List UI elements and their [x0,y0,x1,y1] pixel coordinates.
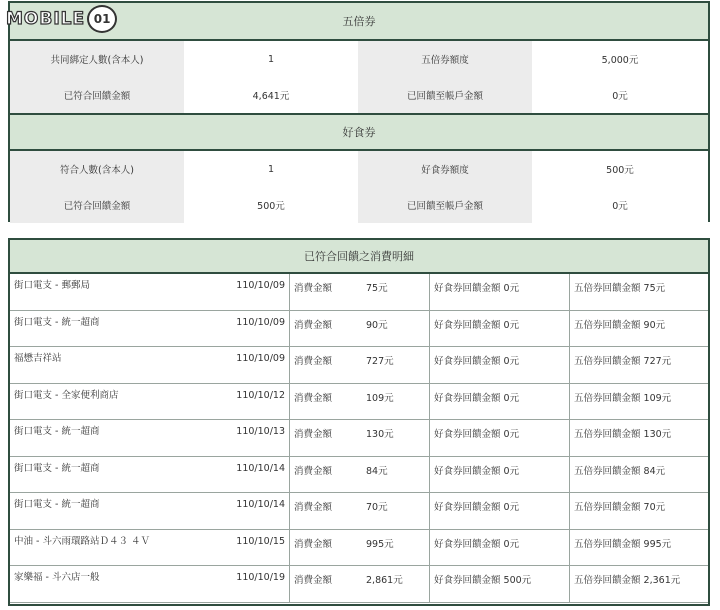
food-rebate-amount: 0元 [503,392,520,404]
five-rebate-label: 五倍券回饋金額 [574,465,641,477]
five-rebate-text [574,317,665,331]
spend-amount: 90元 [366,319,388,331]
food-rebate-cell [430,493,570,530]
merchant-cell [10,457,290,494]
label-five-qualified: 已符合回饋金額 [10,77,184,113]
five-rebate-cell [570,347,708,384]
label-food-qualified: 已符合回饋金額 [10,187,184,223]
transaction-date: 110/10/09 [236,353,285,364]
value-bound-persons: 1 [184,41,358,77]
merchant-name: 中油 - 斗六雨環路站Ｄ４３ ４Ｖ [14,535,150,547]
food-rebate-label: 好食券回饋金額 [434,356,501,367]
five-rebate-label: 五倍券回饋金額 [574,283,641,294]
detail-row [10,311,708,348]
value-food-credited: 0元 [532,187,708,223]
value-food-quota: 500元 [532,151,708,187]
food-voucher-title: 好食券 [342,126,376,139]
merchant-cell [10,384,290,421]
food-rebate-amount: 0元 [503,283,520,294]
five-rebate-label: 五倍券回饋金額 [574,429,641,440]
merchant-name: 街口電支 - 統一超商 [14,462,100,474]
food-rebate-text [434,536,519,550]
food-rebate-text [434,353,519,367]
food-rebate-amount: 0元 [503,502,520,513]
spend-amount: 75元 [366,283,388,294]
transaction-date: 110/10/14 [236,499,285,510]
details-panel [8,238,710,606]
detail-row [10,347,708,384]
five-rebate-cell [570,530,708,567]
five-rebate-amount: 90元 [643,319,666,331]
five-rebate-label: 五倍券回饋金額 [574,538,641,550]
spend-cell [290,274,430,311]
food-rebate-amount: 0元 [503,319,520,331]
food-rebate-label: 好食券回饋金額 [434,502,501,513]
details-header [10,240,708,274]
details-title: 已符合回饋之消費明細 [304,250,414,263]
spend-cell [290,457,430,494]
five-rebate-text [574,426,671,440]
transaction-date: 110/10/13 [236,426,285,437]
merchant-cell [10,347,290,384]
five-rebate-cell [570,274,708,311]
food-rebate-text [434,317,519,331]
value-five-credited: 0元 [532,77,708,113]
food-rebate-label: 好食券回饋金額 [434,538,501,550]
merchant-name: 家樂福 - 斗六店一般 [14,572,100,583]
detail-row [10,457,708,494]
food-rebate-label: 好食券回饋金額 [434,283,501,294]
food-voucher-row-2 [10,187,708,223]
food-rebate-cell [430,566,570,603]
five-rebate-cell [570,384,708,421]
five-rebate-cell [570,311,708,348]
five-voucher-row-1 [10,41,708,77]
transaction-date: 110/10/09 [236,316,285,328]
food-rebate-label: 好食券回饋金額 [434,575,501,586]
food-rebate-amount: 0元 [503,356,520,367]
spend-label: 消費金額 [294,429,333,440]
transaction-date: 110/10/19 [236,572,285,583]
five-rebate-text [574,536,671,550]
food-rebate-text [434,572,531,586]
spend-cell [290,311,430,348]
merchant-name: 街口電支 - 統一超商 [14,426,100,437]
label-food-credited: 已回饋至帳戶金額 [358,187,532,223]
label-five-credited: 已回饋至帳戶金額 [358,77,532,113]
label-food-persons: 符合人數(含本人) [10,151,184,187]
food-rebate-cell [430,457,570,494]
five-rebate-text [574,572,680,586]
spend-amount: 2,861元 [366,575,403,586]
transaction-date: 110/10/09 [236,280,285,291]
food-rebate-text [434,390,519,404]
spend-label: 消費金額 [294,575,333,586]
voucher-summary-panel [8,1,710,222]
spend-amount: 109元 [366,392,394,404]
spend-label: 消費金額 [294,502,333,513]
logo-badge: 01 [87,5,117,33]
merchant-cell [10,274,290,311]
spend-amount: 70元 [366,502,388,513]
five-rebate-amount: 995元 [643,538,672,550]
spend-cell [290,420,430,457]
five-rebate-text [574,280,665,294]
label-bound-persons: 共同綁定人數(含本人) [10,41,184,77]
food-rebate-cell [430,274,570,311]
spend-label: 消費金額 [294,392,333,404]
detail-row [10,493,708,530]
food-rebate-label: 好食券回饋金額 [434,319,501,331]
spend-cell [290,347,430,384]
five-rebate-amount: 84元 [643,465,666,477]
spend-label: 消費金額 [294,319,333,331]
detail-row [10,420,708,457]
five-rebate-label: 五倍券回饋金額 [574,392,641,404]
food-rebate-text [434,426,519,440]
five-rebate-text [574,499,665,513]
food-rebate-text [434,280,519,294]
merchant-cell [10,566,290,603]
five-rebate-amount: 727元 [643,356,672,367]
food-rebate-text [434,463,519,477]
five-rebate-label: 五倍券回饋金額 [574,319,641,331]
five-rebate-label: 五倍券回饋金額 [574,575,641,586]
food-rebate-amount: 0元 [503,465,520,477]
label-food-quota: 好食券額度 [358,151,532,187]
food-voucher-header [10,113,708,151]
five-rebate-cell [570,493,708,530]
spend-amount: 84元 [366,465,388,477]
food-rebate-text [434,499,519,513]
food-rebate-label: 好食券回饋金額 [434,465,501,477]
food-rebate-cell [430,384,570,421]
merchant-cell [10,530,290,567]
merchant-cell [10,311,290,348]
food-rebate-cell [430,530,570,567]
five-rebate-text [574,353,671,367]
spend-cell [290,384,430,421]
five-rebate-label: 五倍券回饋金額 [574,502,641,513]
five-rebate-amount: 70元 [643,502,666,513]
value-food-persons: 1 [184,151,358,187]
transaction-date: 110/10/15 [236,535,285,547]
food-rebate-cell [430,420,570,457]
merchant-name: 街口電支 - 統一超商 [14,499,100,510]
logo-text: MOBILE [6,9,86,29]
food-rebate-amount: 0元 [503,538,520,550]
detail-row [10,274,708,311]
label-five-quota: 五倍券額度 [358,41,532,77]
merchant-cell [10,420,290,457]
transaction-date: 110/10/12 [236,389,285,401]
five-rebate-text [574,390,671,404]
spend-amount: 727元 [366,356,394,367]
spend-label: 消費金額 [294,356,333,367]
transaction-date: 110/10/14 [236,462,285,474]
five-rebate-amount: 2,361元 [643,575,681,586]
five-rebate-label: 五倍券回饋金額 [574,356,641,367]
food-rebate-amount: 0元 [503,429,520,440]
merchant-cell [10,493,290,530]
five-rebate-cell [570,420,708,457]
spend-amount: 995元 [366,538,394,550]
five-rebate-cell [570,566,708,603]
merchant-name: 街口電支 - 統一超商 [14,316,100,328]
food-rebate-amount: 500元 [503,575,532,586]
detail-row [10,384,708,421]
value-five-qualified: 4,641元 [184,77,358,113]
spend-label: 消費金額 [294,465,333,477]
five-rebate-cell [570,457,708,494]
food-voucher-row-1 [10,151,708,187]
five-rebate-amount: 75元 [643,283,666,294]
spend-cell [290,530,430,567]
five-rebate-amount: 130元 [643,429,672,440]
merchant-name: 福懋吉祥站 [14,353,62,364]
detail-row [10,530,708,567]
spend-label: 消費金額 [294,538,333,550]
five-voucher-row-2 [10,77,708,113]
food-rebate-label: 好食券回饋金額 [434,392,501,404]
five-rebate-amount: 109元 [643,392,672,404]
details-list [10,274,708,603]
mobile01-logo [6,4,117,34]
food-rebate-cell [430,311,570,348]
spend-cell [290,566,430,603]
value-five-quota: 5,000元 [532,41,708,77]
five-voucher-title: 五倍券 [342,15,376,28]
detail-row [10,566,708,603]
food-rebate-label: 好食券回饋金額 [434,429,501,440]
five-rebate-text [574,463,665,477]
merchant-name: 街口電支 - 郵郵局 [14,280,90,291]
value-food-qualified: 500元 [184,187,358,223]
spend-cell [290,493,430,530]
spend-amount: 130元 [366,429,394,440]
merchant-name: 街口電支 - 全家便利商店 [14,389,119,401]
spend-label: 消費金額 [294,283,333,294]
food-rebate-cell [430,347,570,384]
